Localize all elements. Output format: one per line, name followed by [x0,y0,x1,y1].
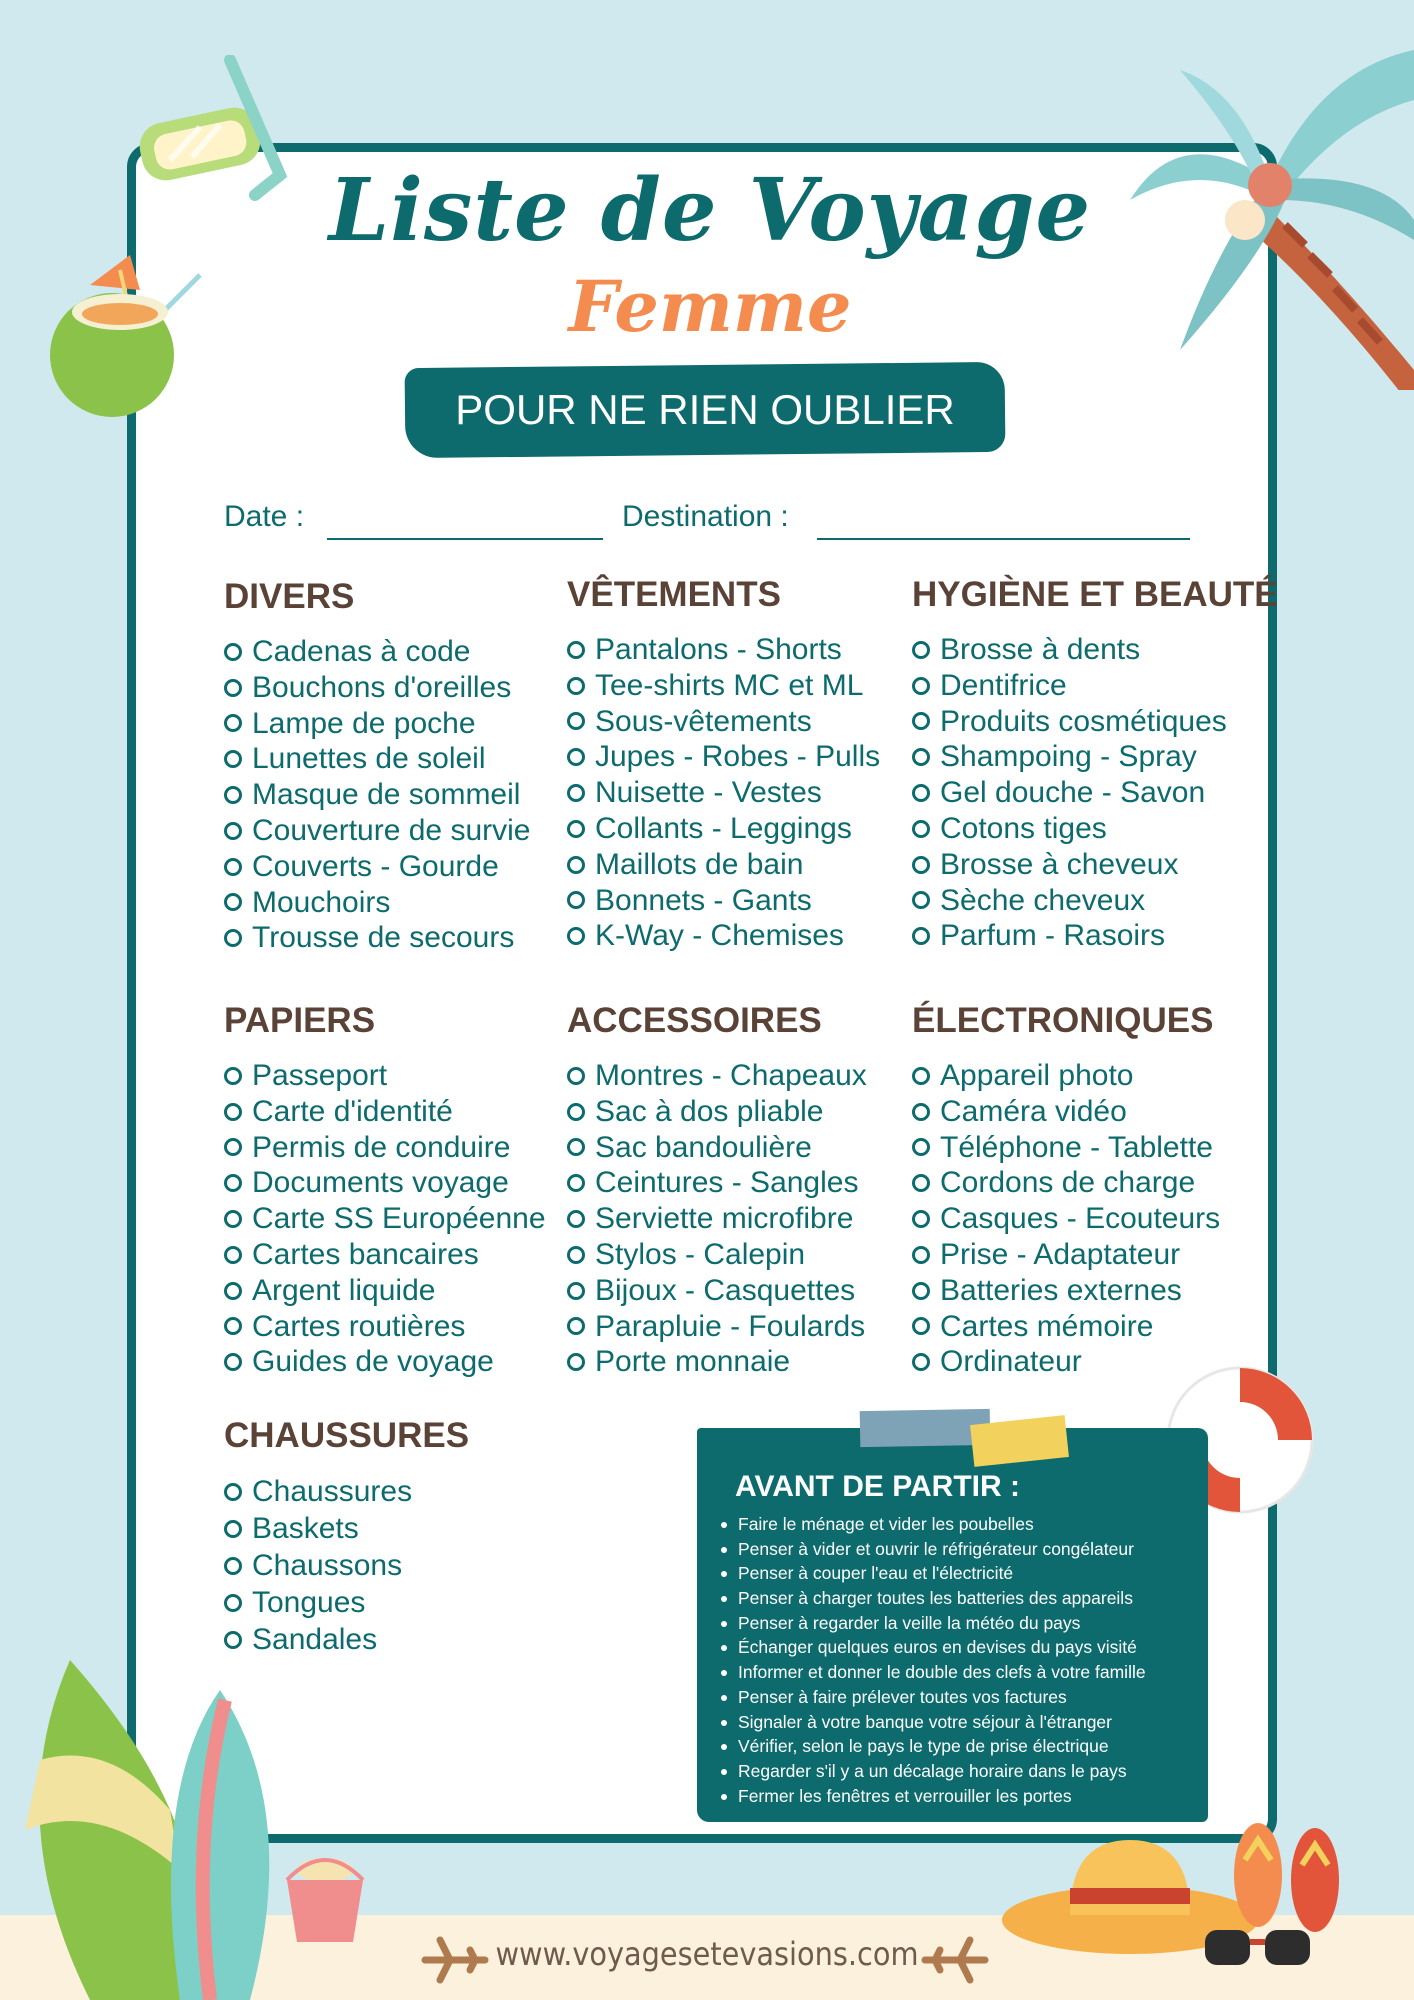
checklist-item[interactable]: Cartes mémoire [912,1309,1292,1345]
checklist-item[interactable]: Mouchoirs [224,885,574,921]
checkbox-circle-icon[interactable] [912,856,930,874]
checkbox-circle-icon[interactable] [912,1353,930,1371]
checkbox-circle-icon[interactable] [567,748,585,766]
checkbox-circle-icon[interactable] [912,891,930,909]
website-url[interactable]: www.voyagesetevasions.com [495,1935,919,1973]
checklist-item[interactable]: Produits cosmétiques [912,704,1292,740]
checklist-item[interactable]: Chaussons [224,1547,574,1584]
checkbox-circle-icon[interactable] [912,784,930,802]
coconut-drink-icon [40,240,210,420]
checkbox-circle-icon[interactable] [912,1246,930,1264]
checkbox-circle-icon[interactable] [912,1138,930,1156]
checklist-item[interactable]: Tongues [224,1584,574,1621]
checkbox-circle-icon[interactable] [567,712,585,730]
list-item: Regarder s'il y a un décalage horaire dans le pays [738,1759,1208,1784]
checkbox-circle-icon[interactable] [567,1103,585,1121]
checkbox-circle-icon[interactable] [912,1174,930,1192]
checklist-item[interactable]: Caméra vidéo [912,1094,1292,1130]
checklist-item[interactable]: Cadenas à code [224,634,574,670]
checklist-item[interactable]: Téléphone - Tablette [912,1130,1292,1166]
checklist-item[interactable]: Gel douche - Savon [912,775,1292,811]
destination-field[interactable] [817,538,1190,540]
checkbox-circle-icon[interactable] [912,927,930,945]
section-papiers [224,1000,574,1380]
section-divers [224,576,574,956]
checkbox-circle-icon[interactable] [224,858,242,876]
checkbox-circle-icon[interactable] [567,1317,585,1335]
checkbox-circle-icon[interactable] [224,1210,242,1228]
sunglasses-icon [1200,1920,1320,1980]
checkbox-circle-icon[interactable] [224,643,242,661]
checkbox-circle-icon[interactable] [567,927,585,945]
checklist-item[interactable]: Bijoux - Casquettes [567,1273,917,1309]
checkbox-circle-icon[interactable] [567,1210,585,1228]
checklist-item[interactable]: Couverture de survie [224,813,574,849]
checkbox-circle-icon[interactable] [567,820,585,838]
checkbox-circle-icon[interactable] [567,677,585,695]
checklist-item[interactable]: Cordons de charge [912,1165,1292,1201]
checklist-item[interactable]: Couverts - Gourde [224,849,574,885]
checkbox-circle-icon[interactable] [567,1138,585,1156]
checklist-item[interactable]: Baskets [224,1510,574,1547]
banner-text: POUR NE RIEN OUBLIER [455,386,955,433]
checkbox-circle-icon[interactable] [912,820,930,838]
checkbox-circle-icon[interactable] [224,786,242,804]
section-vetements [567,574,917,954]
checklist-item[interactable]: Sandales [224,1621,574,1658]
checklist-item[interactable]: K-Way - Chemises [567,918,917,954]
checkbox-circle-icon[interactable] [224,1317,242,1335]
checkbox-circle-icon[interactable] [224,679,242,697]
checkbox-circle-icon[interactable] [224,1483,242,1501]
page-subtitle: Femme [568,265,852,348]
checkbox-circle-icon[interactable] [224,1174,242,1192]
checklist-item[interactable]: Serviette microfibre [567,1201,917,1237]
bucket-icon [275,1850,375,1950]
before-leaving-title: AVANT DE PARTIR : [735,1470,1020,1503]
checkbox-circle-icon[interactable] [567,856,585,874]
checklist-item[interactable]: Brosse à dents [912,632,1292,668]
checklist-item[interactable]: Argent liquide [224,1273,574,1309]
before-leaving-list [738,1512,1208,1808]
checklist-item[interactable]: Ordinateur [912,1344,1292,1380]
checklist-item[interactable]: Tee-shirts MC et ML [567,668,917,704]
section-title: PAPIERS [224,1001,376,1040]
section-electroniques [912,1000,1292,1380]
checklist-item[interactable]: Dentifrice [912,668,1292,704]
checkbox-circle-icon[interactable] [224,1067,242,1085]
date-field[interactable] [327,538,603,540]
checklist-item[interactable]: Montres - Chapeaux [567,1058,917,1094]
list-item: Penser à vider et ouvrir le réfrigérateur congélateur [738,1537,1208,1562]
list-item: Penser à regarder la veille la météo du pays [738,1611,1208,1636]
checkbox-circle-icon[interactable] [567,641,585,659]
checklist-item[interactable]: Sèche cheveux [912,883,1292,919]
checkbox-circle-icon[interactable] [567,1067,585,1085]
section-title: ÉLECTRONIQUES [912,1001,1214,1040]
checkbox-circle-icon[interactable] [224,1631,242,1649]
list-item: Faire le ménage et vider les poubelles [738,1512,1208,1537]
checklist-item[interactable]: Guides de voyage [224,1344,574,1380]
checklist-item[interactable]: Sac à dos pliable [567,1094,917,1130]
checklist-item[interactable]: Permis de conduire [224,1130,574,1166]
section-chaussures [224,1415,574,1658]
checklist-item[interactable]: Parfum - Rasoirs [912,918,1292,954]
checklist-item[interactable]: Carte SS Européenne [224,1201,574,1237]
checklist-item[interactable]: Prise - Adaptateur [912,1237,1292,1273]
checklist-item[interactable]: Pantalons - Shorts [567,632,917,668]
checkbox-circle-icon[interactable] [224,1246,242,1264]
checkbox-circle-icon[interactable] [224,750,242,768]
checklist-item[interactable]: Cartes routières [224,1309,574,1345]
checkbox-circle-icon[interactable] [224,1353,242,1371]
checkbox-circle-icon[interactable] [224,893,242,911]
checklist-item[interactable]: Jupes - Robes - Pulls [567,739,917,775]
destination-label: Destination : [622,500,789,533]
section-title: HYGIÈNE ET BEAUTÉ [912,575,1278,614]
checklist-item[interactable]: Collants - Leggings [567,811,917,847]
checkbox-circle-icon[interactable] [224,1103,242,1121]
page-title: Liste de Voyage [328,160,1092,261]
section-title: CHAUSSURES [224,1416,470,1455]
checkbox-circle-icon[interactable] [224,714,242,732]
list-item: Informer et donner le double des clefs à votre famille [738,1660,1208,1685]
checkbox-circle-icon[interactable] [224,1138,242,1156]
section-title: DIVERS [224,577,355,616]
checkbox-circle-icon[interactable] [567,891,585,909]
checkbox-circle-icon[interactable] [912,748,930,766]
section-title: ACCESSOIRES [567,1001,822,1040]
checkbox-circle-icon[interactable] [912,677,930,695]
checklist-item[interactable]: Shampoing - Spray [912,739,1292,775]
list-item: Penser à couper l'eau et l'électricité [738,1561,1208,1586]
section-hygiene-beaute [912,574,1292,954]
section-title: VÊTEMENTS [567,575,781,614]
checkbox-circle-icon[interactable] [224,929,242,947]
checkbox-circle-icon[interactable] [912,1210,930,1228]
list-item: Signaler à votre banque votre séjour à l'étranger [738,1710,1208,1735]
date-label: Date : [224,500,305,533]
checklist-item[interactable]: Lunettes de soleil [224,741,574,777]
checklist-item[interactable]: Cotons tiges [912,811,1292,847]
checklist-item[interactable]: Cartes bancaires [224,1237,574,1273]
checklist-item[interactable]: Nuisette - Vestes [567,775,917,811]
checkbox-circle-icon[interactable] [224,822,242,840]
list-item: Échanger quelques euros en devises du pays visité [738,1635,1208,1660]
checkbox-circle-icon[interactable] [912,1282,930,1300]
checkbox-circle-icon[interactable] [224,1557,242,1575]
checklist-item[interactable]: Passeport [224,1058,574,1094]
checklist-item[interactable]: Documents voyage [224,1165,574,1201]
checklist-item[interactable]: Appareil photo [912,1058,1292,1094]
checklist-item[interactable]: Lampe de poche [224,706,574,742]
checklist-item[interactable]: Stylos - Calepin [567,1237,917,1273]
list-item: Penser à charger toutes les batteries des appareils [738,1586,1208,1611]
checkbox-circle-icon[interactable] [224,1520,242,1538]
checkbox-circle-icon[interactable] [567,1174,585,1192]
checklist-item[interactable]: Masque de sommeil [224,777,574,813]
list-item: Fermer les fenêtres et verrouiller les portes [738,1784,1208,1809]
checklist-item[interactable]: Ceintures - Sangles [567,1165,917,1201]
checklist-item[interactable]: Sac bandoulière [567,1130,917,1166]
checkbox-circle-icon[interactable] [912,1317,930,1335]
checklist-item[interactable]: Parapluie - Foulards [567,1309,917,1345]
checklist-item[interactable]: Bonnets - Gants [567,883,917,919]
checkbox-circle-icon[interactable] [567,784,585,802]
checkbox-circle-icon[interactable] [224,1594,242,1612]
checklist-item[interactable]: Carte d'identité [224,1094,574,1130]
checkbox-circle-icon[interactable] [912,1103,930,1121]
checklist-item[interactable]: Casques - Ecouteurs [912,1201,1292,1237]
checklist-item[interactable]: Chaussures [224,1473,574,1510]
checklist-item[interactable]: Batteries externes [912,1273,1292,1309]
checklist-item[interactable]: Maillots de bain [567,847,917,883]
checkbox-circle-icon[interactable] [567,1282,585,1300]
trip-fields [224,500,1224,544]
checkbox-circle-icon[interactable] [567,1353,585,1371]
snorkel-mask-icon [130,55,300,215]
section-accessoires [567,1000,917,1380]
checkbox-circle-icon[interactable] [912,641,930,659]
checklist-item[interactable]: Trousse de secours [224,920,574,956]
list-item: Penser à faire prélever toutes vos factures [738,1685,1208,1710]
checkbox-circle-icon[interactable] [912,1067,930,1085]
checklist-item[interactable]: Brosse à cheveux [912,847,1292,883]
checkbox-circle-icon[interactable] [912,712,930,730]
list-item: Vérifier, selon le pays le type de prise électrique [738,1734,1208,1759]
checklist-item[interactable]: Bouchons d'oreilles [224,670,574,706]
palm-tree-icon [1120,30,1414,390]
surfboards-icon [20,1640,300,2000]
checkbox-circle-icon[interactable] [224,1282,242,1300]
checklist-item[interactable]: Sous-vêtements [567,704,917,740]
checklist-item[interactable]: Porte monnaie [567,1344,917,1380]
checkbox-circle-icon[interactable] [567,1246,585,1264]
